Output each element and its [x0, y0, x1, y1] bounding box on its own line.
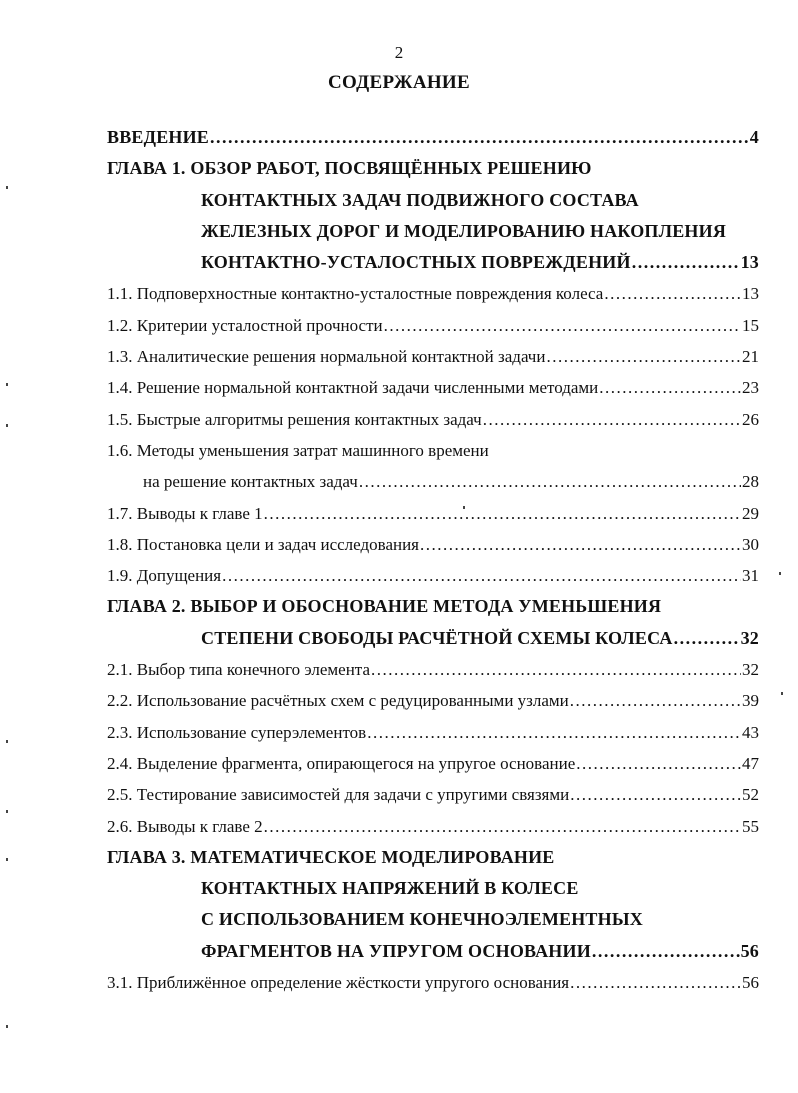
dot-leader	[570, 685, 741, 716]
dot-leader	[632, 247, 740, 278]
dot-leader	[483, 404, 741, 435]
dot-leader	[359, 466, 741, 497]
dot-leader	[604, 278, 741, 309]
toc-chapter-3-line-3[interactable]	[107, 904, 759, 935]
toc-entry-page: 26	[742, 409, 759, 429]
toc-entry-text: 2.1. Выбор типа конечного элемента	[107, 660, 370, 680]
toc-entry-1-5[interactable]	[107, 404, 759, 435]
scan-speck	[6, 424, 8, 427]
toc-entry-2-5[interactable]	[107, 779, 759, 810]
toc-entry-text: ГЛАВА 3. МАТЕМАТИЧЕСКОЕ МОДЕЛИРОВАНИЕ	[107, 846, 555, 867]
toc-entry-text: КОНТАКТНЫХ НАПРЯЖЕНИЙ В КОЛЕСЕ	[201, 878, 579, 899]
toc-entry-page: 52	[742, 785, 759, 805]
toc-entry-page: 15	[742, 315, 759, 335]
toc-entry-1-9[interactable]	[107, 560, 759, 591]
toc-entry-text: 1.4. Решение нормальной контактной задачи численными методами	[107, 378, 599, 398]
toc-entry-text: ФРАГМЕНТОВ НА УПРУГОМ ОСНОВАНИИ	[201, 940, 591, 961]
toc-entry-text: 2.6. Выводы к главе 2	[107, 816, 263, 836]
dot-leader	[264, 811, 741, 842]
toc-entry-text: 2.4. Выделение фрагмента, опирающегося на упругое основание	[107, 753, 576, 773]
toc-chapter-1-line-1[interactable]	[107, 153, 759, 184]
toc-entry-page: 31	[742, 566, 759, 586]
toc-entry-page: 32	[740, 627, 759, 648]
toc-entry-intro[interactable]	[107, 122, 759, 153]
toc-chapter-2-line-1[interactable]	[107, 591, 759, 622]
toc-entry-page: 56	[742, 973, 759, 993]
toc-entry-1-2[interactable]	[107, 310, 759, 341]
toc-entry-text: 2.2. Использование расчётных схем с редуцированными узлами	[107, 691, 569, 711]
dot-leader	[576, 748, 741, 779]
toc-entry-page: 55	[742, 816, 759, 836]
dot-leader	[570, 967, 741, 998]
toc-entry-page: 29	[742, 503, 759, 523]
dot-leader	[384, 310, 741, 341]
toc-entry-2-4[interactable]	[107, 748, 759, 779]
toc-entry-text: ЖЕЛЕЗНЫХ ДОРОГ И МОДЕЛИРОВАНИЮ НАКОПЛЕНИЯ	[201, 220, 727, 241]
scan-speck	[463, 506, 465, 509]
toc-entry-text: 1.2. Критерии усталостной прочности	[107, 315, 383, 335]
toc-entry-text: 2.3. Использование суперэлементов	[107, 722, 367, 742]
toc-entry-page: 23	[742, 378, 759, 398]
toc-entry-page: 39	[742, 691, 759, 711]
dot-leader	[546, 341, 741, 372]
dot-leader	[264, 498, 741, 529]
dot-leader	[420, 529, 741, 560]
toc-entry-text: на решение контактных задач	[143, 472, 358, 492]
scan-speck	[6, 810, 8, 813]
toc-entry-text: 1.9. Допущения	[107, 566, 222, 586]
toc-entry-1-8[interactable]	[107, 529, 759, 560]
toc-entry-text: СТЕПЕНИ СВОБОДЫ РАСЧЁТНОЙ СХЕМЫ КОЛЕСА	[201, 627, 673, 648]
toc-entry-text: 1.7. Выводы к главе 1	[107, 503, 263, 523]
toc-entry-text: КОНТАКТНО-УСТАЛОСТНЫХ ПОВРЕЖДЕНИЙ	[201, 252, 631, 273]
toc-chapter-1-line-4[interactable]	[107, 247, 759, 278]
toc-entry-2-2[interactable]	[107, 685, 759, 716]
toc-entry-text: 3.1. Приближённое определение жёсткости упругого основания	[107, 973, 570, 993]
toc-entry-page: 21	[742, 347, 759, 367]
toc-entry-3-1[interactable]	[107, 967, 759, 998]
toc-entry-text: 1.8. Постановка цели и задач исследования	[107, 534, 420, 554]
scan-speck	[781, 692, 783, 695]
dot-leader	[570, 779, 741, 810]
toc-entry-text: ГЛАВА 2. ВЫБОР И ОБОСНОВАНИЕ МЕТОДА УМЕНЬШЕНИЯ	[107, 596, 662, 617]
toc-entry-text: 1.6. Методы уменьшения затрат машинного времени	[107, 440, 489, 460]
toc-chapter-3-line-4[interactable]	[107, 936, 759, 967]
toc-entry-text: 2.5. Тестирование зависимостей для задачи с упругими связями	[107, 785, 570, 805]
toc-entry-page: 13	[740, 252, 759, 273]
dot-leader	[592, 936, 740, 967]
dot-leader	[367, 717, 741, 748]
toc-entry-1-3[interactable]	[107, 341, 759, 372]
toc-entry-page: 43	[742, 722, 759, 742]
toc-entry-page: 13	[742, 284, 759, 304]
toc-title: СОДЕРЖАНИЕ	[328, 72, 470, 93]
scan-speck	[6, 740, 8, 743]
toc-entry-text: 1.3. Аналитические решения нормальной контактной задачи	[107, 347, 546, 367]
dot-leader	[674, 623, 740, 654]
toc-entry-text: 1.5. Быстрые алгоритмы решения контактных задач	[107, 409, 482, 429]
toc-chapter-1-line-3[interactable]	[107, 216, 759, 247]
toc-entry-2-6[interactable]	[107, 811, 759, 842]
scan-speck	[6, 186, 8, 189]
scan-speck	[6, 1025, 8, 1028]
scan-speck	[6, 383, 8, 386]
toc-entry-page: 47	[742, 753, 759, 773]
toc-entry-1-6-line-1[interactable]	[107, 435, 759, 466]
toc-entry-1-1[interactable]	[107, 278, 759, 309]
page-number: 2	[394, 43, 404, 62]
dot-leader	[371, 654, 741, 685]
toc-entry-1-6-line-2[interactable]	[107, 466, 759, 497]
toc-entry-text: ГЛАВА 1. ОБЗОР РАБОТ, ПОСВЯЩЁННЫХ РЕШЕНИЮ	[107, 158, 592, 179]
dot-leader	[222, 560, 741, 591]
toc-entry-1-4[interactable]	[107, 372, 759, 403]
dot-leader	[599, 372, 741, 403]
toc-entry-text: 1.1. Подповерхностные контактно-усталостные повреждения колеса	[107, 284, 604, 304]
toc-chapter-1-line-2[interactable]	[107, 185, 759, 216]
toc-entry-2-3[interactable]	[107, 717, 759, 748]
toc-chapter-3-line-2[interactable]	[107, 873, 759, 904]
table-of-contents	[107, 122, 759, 998]
toc-entry-2-1[interactable]	[107, 654, 759, 685]
toc-chapter-3-line-1[interactable]	[107, 842, 759, 873]
toc-entry-1-7[interactable]	[107, 498, 759, 529]
toc-entry-page: 28	[742, 472, 759, 492]
toc-chapter-2-line-2[interactable]	[107, 623, 759, 654]
toc-entry-page: 30	[742, 534, 759, 554]
toc-entry-page: 56	[740, 940, 759, 961]
toc-entry-text: КОНТАКТНЫХ ЗАДАЧ ПОДВИЖНОГО СОСТАВА	[201, 189, 639, 210]
dot-leader	[210, 122, 749, 153]
toc-entry-page: 32	[742, 660, 759, 680]
toc-entry-page: 4	[749, 127, 759, 147]
toc-entry-text: ВВЕДЕНИЕ	[107, 127, 210, 147]
toc-entry-text: С ИСПОЛЬЗОВАНИЕМ КОНЕЧНОЭЛЕМЕНТНЫХ	[201, 909, 643, 930]
scan-speck	[779, 572, 781, 575]
scan-speck	[6, 858, 8, 861]
